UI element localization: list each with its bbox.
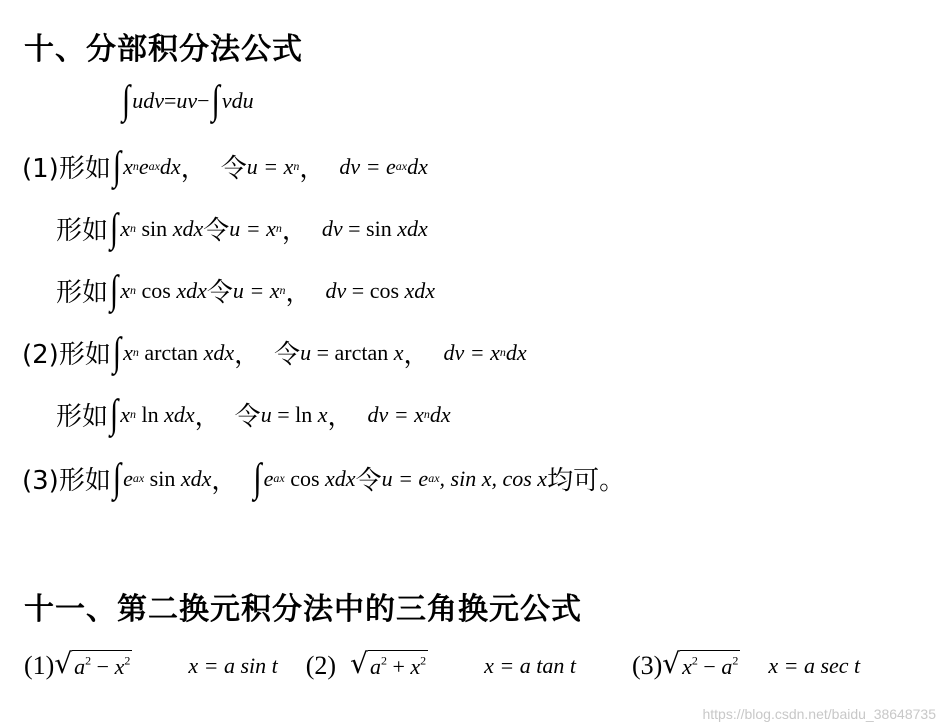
separator: ， <box>281 216 308 246</box>
term-b: x <box>114 654 125 679</box>
substitution: x = a sec t <box>768 652 861 678</box>
rule-prefix: (2)形如 <box>22 340 111 370</box>
dv-sup: n <box>499 345 506 359</box>
u-def: u = x <box>229 215 276 241</box>
integrand-sup: n <box>132 345 139 359</box>
sqrt-expression <box>662 647 740 681</box>
rule-prefix: (3)形如 <box>22 466 111 496</box>
formula-rhs: vdu <box>221 88 254 113</box>
trig-sub-row <box>24 647 861 681</box>
rule-prefix: (1)形如 <box>22 154 111 184</box>
integral-sign: ∫ <box>110 205 119 251</box>
item-label: (1) <box>24 650 55 680</box>
integral-sign: ∫ <box>112 143 122 189</box>
integrand-b: xdx <box>172 215 204 241</box>
section-10-title: 十、分部积分法公式 <box>24 32 303 67</box>
tail-text: 均可。 <box>547 466 626 496</box>
u-eq: = ln <box>271 401 318 427</box>
u-rest: , sin x, cos x <box>439 465 548 491</box>
formula-mid: uv <box>176 88 198 113</box>
dv-sup: ax <box>395 159 408 173</box>
integrand-dx: dx <box>159 153 181 179</box>
integrand-x: x <box>123 153 133 179</box>
separator: ， <box>327 402 354 432</box>
u-def: u <box>300 339 312 365</box>
integrand-fn: ln <box>136 401 165 427</box>
integral-sign: ∫ <box>112 455 122 501</box>
radical-icon: √ <box>54 647 73 680</box>
formula-lhs: udv <box>132 88 164 113</box>
u-def: u = x <box>232 277 280 303</box>
let-word: 令 <box>206 278 233 308</box>
dv-def: dv <box>321 215 343 241</box>
dv-eq: = cos <box>346 277 405 303</box>
item-label: (3) <box>631 650 663 680</box>
integrand1-fn: sin <box>144 465 181 491</box>
term-a-sup: 2 <box>85 653 92 668</box>
integral-sign: ∫ <box>110 391 119 437</box>
integrand-sup: n <box>130 283 136 297</box>
term-a: x <box>682 654 692 679</box>
term-a: a <box>74 654 86 679</box>
separator: ， <box>234 340 261 370</box>
dv-tail: xdx <box>397 215 428 241</box>
sup-ax: ax <box>148 159 160 173</box>
integrand2-fn: cos <box>284 465 326 491</box>
term-op: − <box>91 654 115 679</box>
dv-def: dv = e <box>339 153 396 179</box>
u-def: u <box>260 401 272 427</box>
substitution: x = a tan t <box>484 652 576 678</box>
substitution: x = a sin t <box>188 652 278 678</box>
integrand-b: xdx <box>176 277 207 303</box>
integral-sign: ∫ <box>112 329 122 375</box>
let-word: 令 <box>203 216 230 246</box>
u-tail: x <box>393 339 404 365</box>
integrand2-sup: ax <box>273 471 285 485</box>
integrand-b: xdx <box>164 401 195 427</box>
term-b-sup: 2 <box>732 653 739 668</box>
rule-line-3 <box>56 267 436 313</box>
integrand1-b: xdx <box>180 465 212 491</box>
u-sup: ax <box>428 471 440 485</box>
term-b: x <box>410 654 421 679</box>
sqrt-expression <box>54 647 132 681</box>
term-op: − <box>697 654 722 679</box>
rule-prefix: 形如 <box>56 216 109 246</box>
u-eq: = arctan <box>311 339 394 365</box>
u-def: u = e <box>381 465 429 491</box>
formula-minus: − <box>197 88 210 113</box>
term-b-sup: 2 <box>420 653 427 668</box>
integral-sign: ∫ <box>211 78 220 123</box>
let-word: 令 <box>234 402 261 432</box>
rule-prefix: 形如 <box>56 402 109 432</box>
term-a-sup: 2 <box>691 653 698 668</box>
section-11-title: 十一、第二换元积分法中的三角换元公式 <box>24 592 582 627</box>
rule-line-1 <box>22 143 428 189</box>
integrand-a: x <box>120 401 130 427</box>
item-label: (2) <box>305 650 337 680</box>
dv-sup: n <box>423 407 430 421</box>
u-sup: n <box>293 159 300 173</box>
separator: ， <box>211 466 238 496</box>
dv-tail: dx <box>505 339 527 365</box>
integrand2-a: e <box>263 465 274 491</box>
integrand2-b: xdx <box>325 465 356 491</box>
rule-line-5 <box>56 391 451 437</box>
let-word: 令 <box>355 466 382 496</box>
integrand-a: x <box>120 277 130 303</box>
term-b: a <box>721 654 733 679</box>
integrand-a: x <box>123 339 133 365</box>
radical-icon: √ <box>662 647 681 680</box>
rule-prefix: 形如 <box>56 278 109 308</box>
dv-tail: xdx <box>404 277 436 303</box>
u-sup: n <box>275 221 282 235</box>
dv-def: dv = x <box>443 339 500 365</box>
rule-line-2 <box>56 205 428 251</box>
dv-eq: = sin <box>342 215 398 241</box>
u-def: u = x <box>246 153 294 179</box>
let-word: 令 <box>220 154 247 184</box>
sqrt-expression <box>350 647 428 681</box>
separator: ， <box>180 154 207 184</box>
integrand-sup: n <box>130 407 136 421</box>
separator: ， <box>285 278 312 308</box>
integrand-b: xdx <box>203 339 235 365</box>
dv-tail: dx <box>407 153 428 179</box>
integrand-e: e <box>138 153 149 179</box>
sup-n: n <box>132 159 139 173</box>
separator: ， <box>194 402 221 432</box>
integrand-fn: arctan <box>138 339 204 365</box>
integral-sign: ∫ <box>110 267 119 313</box>
let-word: 令 <box>274 340 301 370</box>
u-sup: n <box>279 283 286 297</box>
term-op: + <box>386 654 411 679</box>
parts-formula <box>120 78 254 123</box>
term-a-sup: 2 <box>380 653 387 668</box>
formula-eq: = <box>163 88 177 113</box>
u-tail: x <box>317 401 328 427</box>
radical-icon: √ <box>350 647 368 680</box>
rule-line-4 <box>22 329 527 375</box>
term-a: a <box>369 654 381 679</box>
separator: ， <box>403 340 430 370</box>
integral-sign: ∫ <box>122 78 131 123</box>
watermark: https://blog.csdn.net/baidu_38648735 <box>702 706 936 722</box>
integrand-fn: cos <box>136 277 177 303</box>
rule-line-6 <box>22 455 626 501</box>
dv-def: dv = x <box>367 401 424 427</box>
dv-def: dv <box>325 277 347 303</box>
integral-sign: ∫ <box>253 455 262 501</box>
term-b-sup: 2 <box>124 653 131 668</box>
integrand-a: x <box>120 215 130 241</box>
integrand-sup: n <box>130 221 136 235</box>
integrand-fn: sin <box>136 215 173 241</box>
dv-tail: dx <box>429 401 451 427</box>
integrand1-sup: ax <box>132 471 145 485</box>
integrand1-a: e <box>123 465 133 491</box>
separator: ， <box>299 154 326 184</box>
